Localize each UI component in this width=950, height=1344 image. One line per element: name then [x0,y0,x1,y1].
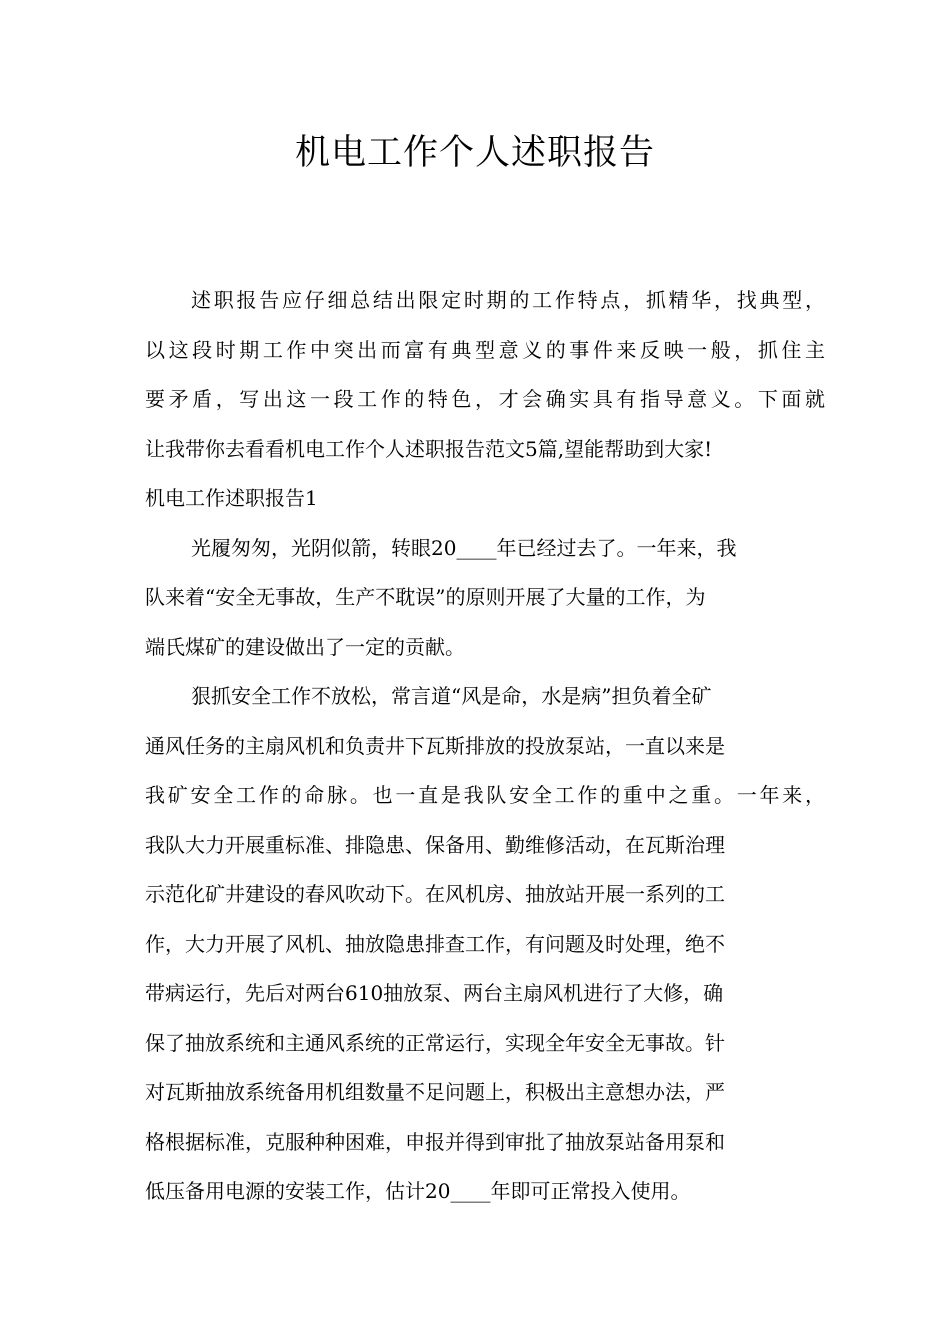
paragraph-2-line-4: 我队大力开展重标准、排隐患、保备用、勤维修活动，在瓦斯治理 [145,832,725,857]
paragraph-2-line-9: 对瓦斯抽放系统备用机组数量不足问题上，积极出主意想办法，严 [145,1080,725,1104]
document-title: 机电工作个人述职报告 [294,133,655,173]
paragraph-1-line-3: 端氏煤矿的建设做出了一定的贡献。 [145,634,465,659]
intro-line-3: 要矛盾，写出这一段工作的特色，才会确实具有指导意义。下面就 [145,387,825,411]
paragraph-1-line-1: 光履匆匆，光阴似箭，转眼20____年已经过去了。一年来，我 [191,535,737,560]
paragraph-2-line-1: 狠抓安全工作不放松，常言道“风是命，水是病”担负着全矿 [191,684,712,708]
paragraph-2-line-8: 保了抽放系统和主通风系统的正常运行，实现全年安全无事故。针 [145,1030,725,1055]
intro-line-1: 述职报告应仔细总结出限定时期的工作特点，抓精华，找典型， [191,288,825,312]
intro-line-2: 以这段时期工作中突出而富有典型意义的事件来反映一般，抓住主 [145,337,825,362]
paragraph-2-line-7: 带病运行，先后对两台610抽放泵、两台主扇风机进行了大修，确 [145,981,724,1005]
paragraph-2-line-3: 我矿安全工作的命脉。也一直是我队安全工作的重中之重。一年来， [145,783,825,807]
paragraph-2-line-10: 格根据标准，克服种种困难，申报并得到审批了抽放泵站备用泵和 [145,1129,725,1154]
intro-line-4: 让我带你去看看机电工作个人述职报告范文5篇,望能帮助到大家! [145,436,713,461]
paragraph-2-line-2: 通风任务的主扇风机和负责井下瓦斯排放的投放泵站，一直以来是 [145,733,725,758]
paragraph-1-line-2: 队来着“安全无事故，生产不耽误”的原则开展了大量的工作，为 [145,585,706,609]
section-heading: 机电工作述职报告1 [145,486,318,510]
paragraph-2-line-11: 低压备用电源的安装工作，估计20____年即可正常投入使用。 [145,1179,691,1203]
paragraph-2-line-5: 示范化矿井建设的春风吹动下。在风机房、抽放站开展一系列的工 [145,882,725,906]
document-body [145,276,825,1217]
paragraph-2-line-6: 作，大力开展了风机、抽放隐患排查工作，有问题及时处理，绝不 [145,931,725,956]
